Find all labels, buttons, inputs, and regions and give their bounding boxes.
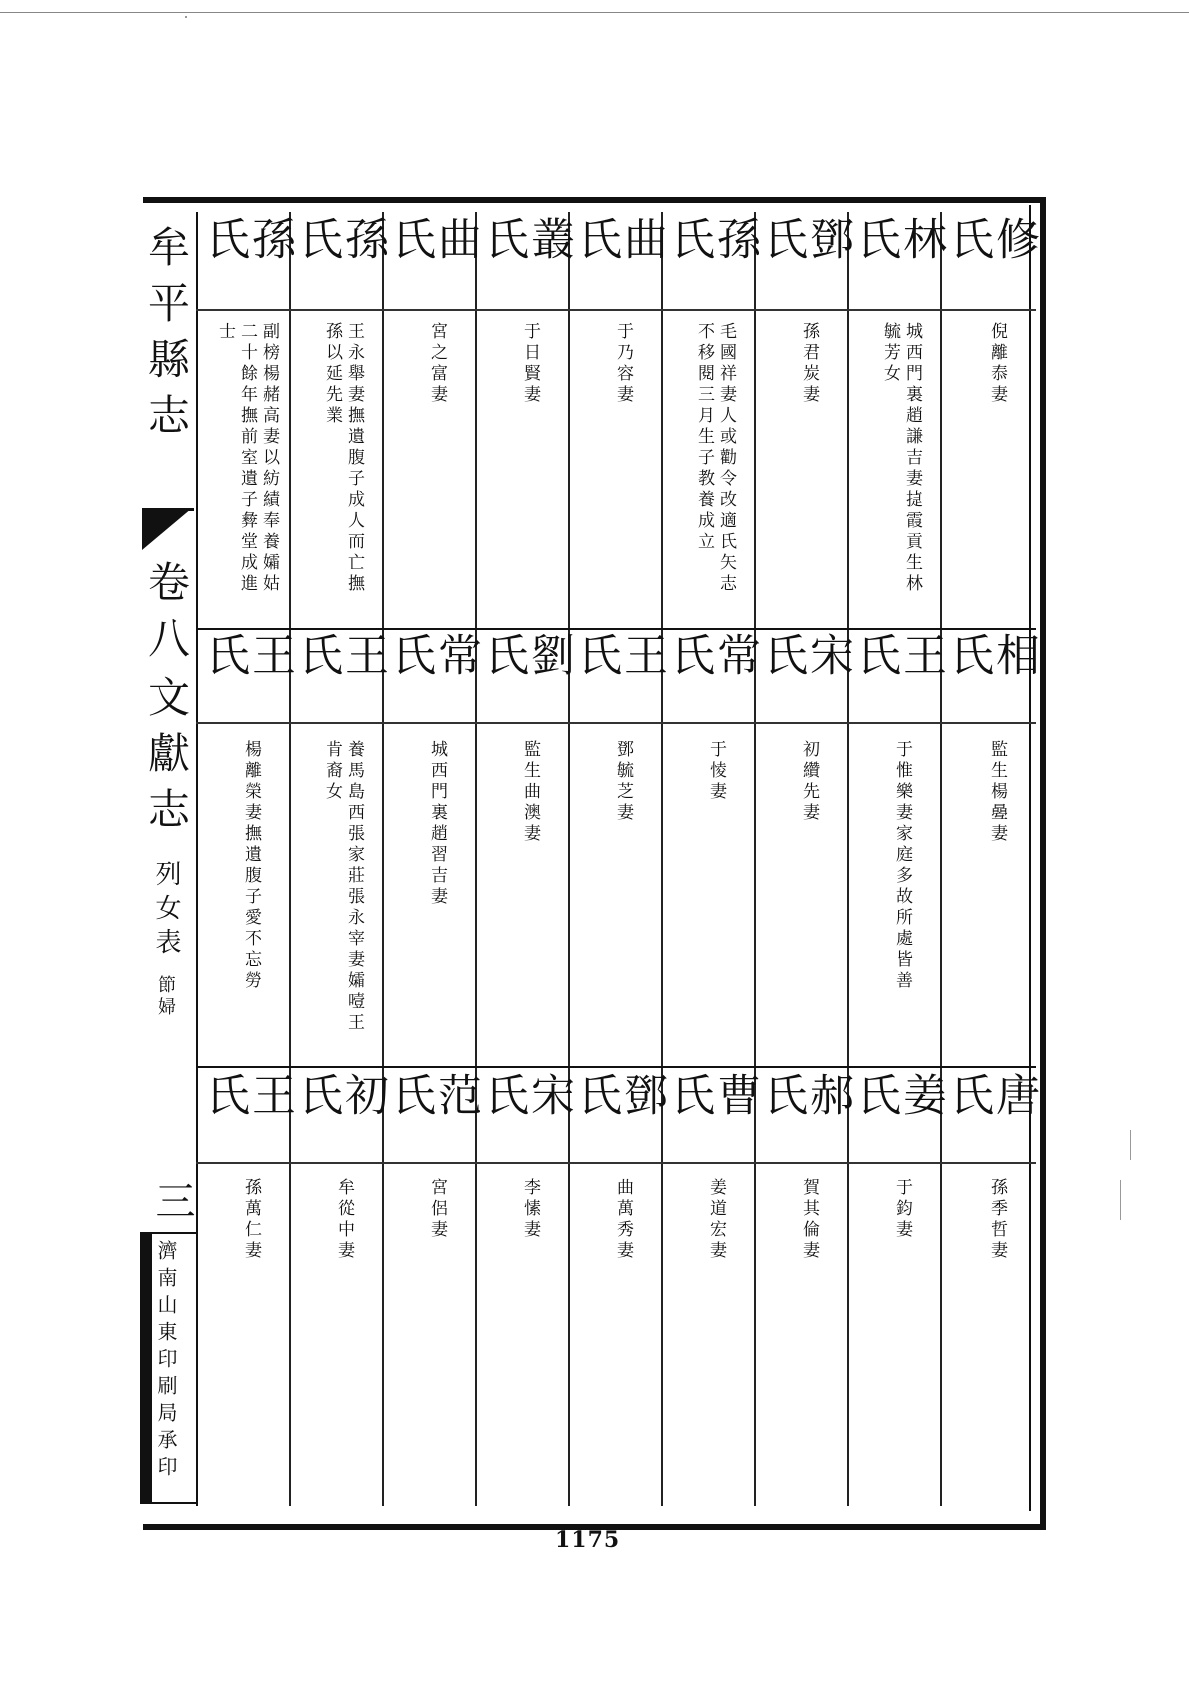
entry-description: 孫君炭妻 xyxy=(799,322,819,406)
column-divider xyxy=(289,212,291,1506)
entry-name: 郝氏 xyxy=(756,1072,853,1120)
entry-description: 賀其倫妻 xyxy=(799,1178,819,1262)
entry-description: 宮之富妻 xyxy=(427,322,447,406)
entry-name: 相氏 xyxy=(942,632,1039,680)
entry-description: 城西門裏趙習吉妻 xyxy=(427,740,447,908)
entry-name: 王氏 xyxy=(849,632,946,680)
entry-name: 曲氏 xyxy=(384,216,481,264)
volume-label: 卷八 xyxy=(142,560,191,672)
name-divider xyxy=(196,722,1036,724)
entry-name: 常氏 xyxy=(384,632,481,680)
book-title: 牟平縣志 xyxy=(142,225,191,449)
entry-description: 于惟樂妻家庭多故所處皆善 xyxy=(892,740,912,992)
row-divider xyxy=(196,1066,1036,1068)
entry-description: 姜道宏妻 xyxy=(706,1178,726,1262)
entry-name: 劉氏 xyxy=(477,632,574,680)
entry-name: 曲氏 xyxy=(570,216,667,264)
column-divider xyxy=(568,212,570,1506)
entry-description: 孫萬仁妻 xyxy=(241,1178,261,1262)
entry-description: 李愫妻 xyxy=(520,1178,540,1241)
entry-name: 林氏 xyxy=(849,216,946,264)
entry-description: 城西門裏趙謙吉妻㨗霞貢生林 毓芳女 xyxy=(880,322,922,595)
entry-description: 于㥄妻 xyxy=(706,740,726,803)
entry-description: 牟從中妻 xyxy=(334,1178,354,1262)
entry-description: 孫季哲妻 xyxy=(987,1178,1007,1262)
entry-description: 于日賢妻 xyxy=(520,322,540,406)
entry-name: 王氏 xyxy=(198,1072,295,1120)
entry-name: 王氏 xyxy=(291,632,388,680)
entry-name: 修氏 xyxy=(942,216,1039,264)
column-divider xyxy=(847,212,849,1506)
scan-speck xyxy=(1120,1180,1121,1220)
entry-name: 初氏 xyxy=(291,1072,388,1120)
entry-description: 養馬島西張家莊張永宰妻孀噎王 肯裔女 xyxy=(322,740,364,1034)
entry-name: 叢氏 xyxy=(477,216,574,264)
entry-description: 毛國祥妻人或勸令改適氏矢志 不移閱三月生子教養成立 xyxy=(694,322,736,595)
entry-name: 鄧氏 xyxy=(570,1072,667,1120)
imprint-text: 濟南山東印刷局承印 xyxy=(154,1240,178,1483)
entry-description: 于乃容妻 xyxy=(613,322,633,406)
entry-name: 宋氏 xyxy=(477,1072,574,1120)
entry-description: 監生曲澳妻 xyxy=(520,740,540,845)
column-divider xyxy=(754,212,756,1506)
entry-name: 王氏 xyxy=(570,632,667,680)
entry-name: 孫氏 xyxy=(291,216,388,264)
page-number: 1175 xyxy=(555,1527,621,1553)
entry-description: 鄧毓芝妻 xyxy=(613,740,633,824)
entry-name: 姜氏 xyxy=(849,1072,946,1120)
category-label: 節婦 xyxy=(155,975,176,1019)
section-label: 文獻志 xyxy=(142,675,191,843)
entry-description: 于鈞妻 xyxy=(892,1178,912,1241)
entry-name: 唐氏 xyxy=(942,1072,1039,1120)
entry-description: 王永舉妻撫遺腹子成人而亡撫 孫以延先業 xyxy=(322,322,364,595)
fish-tail-line xyxy=(142,508,194,511)
entry-name: 孫氏 xyxy=(198,216,295,264)
name-divider xyxy=(196,309,1036,311)
entry-description: 初纘先妻 xyxy=(799,740,819,824)
entry-description: 倪離㤗妻 xyxy=(987,322,1007,406)
entry-description: 副榜楊赭高妻以紡績奉養孀姑 二十餘年撫前室遺子彜堂成進 士 xyxy=(215,322,279,595)
entry-description: 楊離榮妻撫遺腹子愛不忘勞 xyxy=(241,740,261,992)
entry-description: 宮侶妻 xyxy=(427,1178,447,1241)
entry-description: 曲萬秀妻 xyxy=(613,1178,633,1262)
entry-name: 曹氏 xyxy=(663,1072,760,1120)
column-divider xyxy=(475,212,477,1506)
column-divider xyxy=(940,212,942,1506)
scan-speck xyxy=(185,16,187,18)
name-divider xyxy=(196,1162,1036,1164)
entry-name: 孫氏 xyxy=(663,216,760,264)
page-in-volume: 三 xyxy=(149,1180,195,1220)
fish-tail-mark xyxy=(142,508,192,550)
column-divider xyxy=(382,212,384,1506)
entry-name: 宋氏 xyxy=(756,632,853,680)
top-rule xyxy=(0,12,1189,13)
column-divider xyxy=(661,212,663,1506)
row-divider xyxy=(196,628,1036,630)
entry-description: 監生楊㬪妻 xyxy=(987,740,1007,845)
entry-name: 范氏 xyxy=(384,1072,481,1120)
entry-name: 鄧氏 xyxy=(756,216,853,264)
subsection-label: 列女表 xyxy=(151,860,181,962)
entry-name: 常氏 xyxy=(663,632,760,680)
entry-name: 王氏 xyxy=(198,632,295,680)
scan-speck xyxy=(1130,1130,1131,1160)
